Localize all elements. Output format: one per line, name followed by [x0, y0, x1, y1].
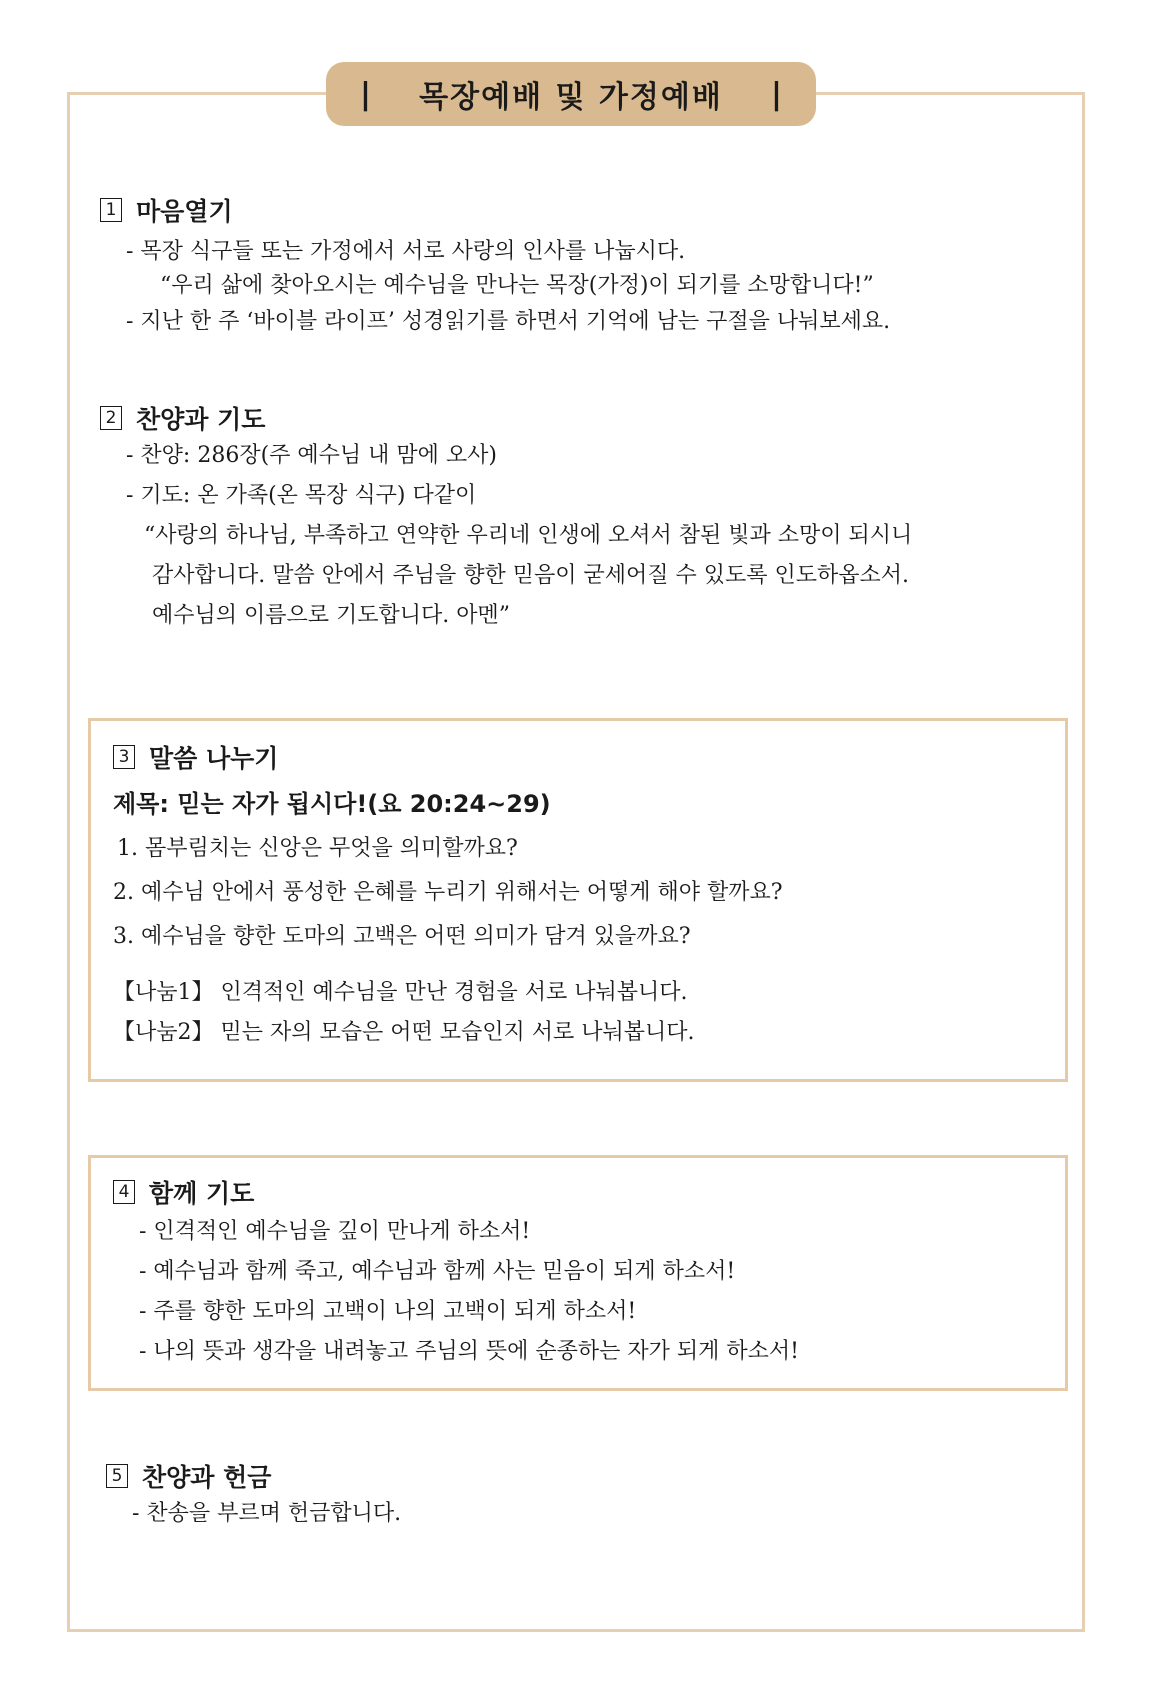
- section-praise-prayer: [100, 400, 912, 636]
- section-title: 함께 기도: [149, 1179, 255, 1208]
- text-line: “우리 삶에 찾아오시는 예수님을 만나는 목장(가정)이 되기를 소망합니다!”: [160, 273, 874, 298]
- question-item: 1. 몸부림치는 신앙은 무엇을 의미할까요?: [117, 836, 518, 861]
- prayer-item: - 예수님과 함께 죽고, 예수님과 함께 사는 믿음이 되게 하소서!: [139, 1259, 736, 1284]
- section-number: 3: [113, 745, 135, 769]
- section-heading: [113, 1174, 799, 1210]
- question-item: 2. 예수님 안에서 풍성한 은혜를 누리기 위해서는 어떻게 해야 할까요?: [113, 880, 783, 905]
- section-number: 5: [106, 1464, 128, 1488]
- sharing-item: 【나눔2】 믿는 자의 모습은 어떤 모습인지 서로 나눠봅니다.: [113, 1020, 695, 1045]
- section-number: 1: [100, 198, 122, 222]
- section-number: 4: [113, 1180, 135, 1204]
- title-bar-left: |: [360, 76, 371, 112]
- section-heading: [100, 192, 890, 228]
- section-title: 찬양과 헌금: [142, 1463, 272, 1492]
- section-praise-offering: [106, 1458, 401, 1534]
- section-heading: [100, 400, 912, 436]
- section-heading: [106, 1458, 401, 1494]
- section-word-sharing: [88, 718, 1068, 1082]
- section-number: 2: [100, 406, 122, 430]
- text-line: - 지난 한 주 ‘바이블 라이프’ 성경읽기를 하면서 기억에 남는 구절을 나눠보세요.: [126, 309, 891, 334]
- text-line: - 기도: 온 가족(온 목장 식구) 다같이: [126, 483, 477, 508]
- section-pray-together: [88, 1155, 1068, 1391]
- text-line: - 목장 식구들 또는 가정에서 서로 사랑의 인사를 나눕시다.: [126, 239, 686, 264]
- prayer-line: 감사합니다. 말씀 안에서 주님을 향한 믿음이 굳세어질 수 있도록 인도하옵소서.: [152, 563, 909, 588]
- section-heading: [113, 739, 783, 775]
- prayer-item: - 인격적인 예수님을 깊이 만나게 하소서!: [139, 1219, 531, 1244]
- section-title: 찬양과 기도: [136, 405, 266, 434]
- prayer-line: 예수님의 이름으로 기도합니다. 아멘”: [152, 603, 511, 628]
- prayer-item: - 주를 향한 도마의 고백이 나의 고백이 되게 하소서!: [139, 1299, 637, 1324]
- sermon-title: 제목: 믿는 자가 됩시다!(요 20:24~29): [113, 790, 551, 818]
- section-title: 말씀 나누기: [149, 744, 279, 773]
- page-title: 목장예배 및 가정예배: [419, 80, 723, 115]
- prayer-item: - 나의 뜻과 생각을 내려놓고 주님의 뜻에 순종하는 자가 되게 하소서!: [139, 1339, 800, 1364]
- question-item: 3. 예수님을 향한 도마의 고백은 어떤 의미가 담겨 있을까요?: [113, 924, 691, 949]
- title-tab: [326, 62, 816, 126]
- text-line: - 찬송을 부르며 헌금합니다.: [132, 1501, 402, 1526]
- section-open-heart: [100, 192, 890, 342]
- section-title: 마음열기: [136, 197, 233, 226]
- sharing-item: 【나눔1】 인격적인 예수님을 만난 경험을 서로 나눠봅니다.: [113, 980, 688, 1005]
- title-bar-right: |: [771, 76, 782, 112]
- prayer-line: “사랑의 하나님, 부족하고 연약한 우리네 인생에 오셔서 참된 빛과 소망이 되시니: [144, 523, 913, 548]
- text-line: - 찬양: 286장(주 예수님 내 맘에 오사): [126, 443, 497, 468]
